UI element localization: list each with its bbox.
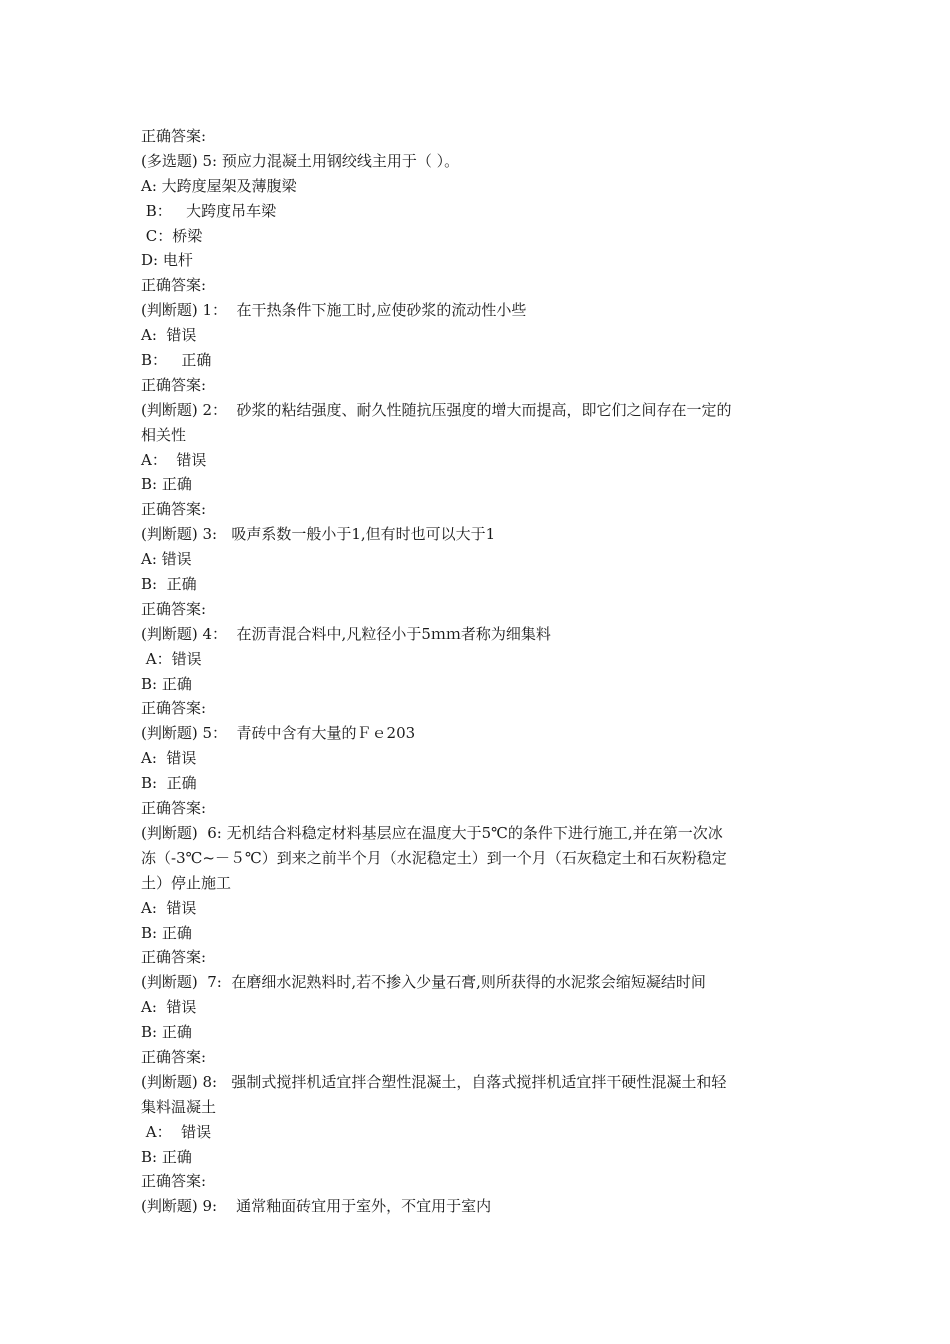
option-b: B: 正确 xyxy=(141,923,192,942)
question-judge-6-continued: 土）停止施工 xyxy=(141,873,232,892)
option-a: A: 错误 xyxy=(141,998,197,1017)
option-b: B: 正确 xyxy=(141,575,197,594)
question-judge-6: (判断题) 6: 无机结合料稳定材料基层应在温度大于5℃的条件下进行施工,并在第一次冰 xyxy=(141,823,723,842)
question-judge-2: (判断题) 2： 砂浆的粘结强度、耐久性随抗压强度的增大而提高，即它们之间存在一定的 xyxy=(141,400,732,419)
answer-label: 正确答案: xyxy=(141,1047,207,1066)
question-judge-8: (判断题) 8: 强制式搅拌机适宜拌合塑性混凝土，自落式搅拌机适宜拌干硬性混凝土和轻 xyxy=(141,1072,727,1091)
option-a: A： 错误 xyxy=(141,450,207,469)
answer-label: 正确答案: xyxy=(141,375,207,394)
question-judge-8-continued: 集料温凝土 xyxy=(141,1097,217,1116)
question-judge-9: (判断题) 9: 通常釉面砖宜用于室外，不宜用于室内 xyxy=(141,1197,492,1216)
question-multi-5: (多选题) 5: 预应力混凝土用钢绞线主用于（ ）。 xyxy=(141,151,460,170)
question-judge-7: (判断题) 7: 在磨细水泥熟料时,若不掺入少量石膏,则所获得的水泥浆会缩短凝结时间 xyxy=(141,973,706,992)
option-b: B: 正确 xyxy=(141,475,192,494)
option-d: D: 电杆 xyxy=(141,251,193,270)
option-a: A: 大跨度屋架及薄腹梁 xyxy=(141,176,297,195)
question-judge-6-continued: 冻（-3℃~－５℃）到来之前半个月（水泥稳定土）到一个月（石灰稳定土和石灰粉稳定 xyxy=(141,848,727,867)
answer-label: 正确答案: xyxy=(141,948,207,967)
option-b: B： 大跨度吊车梁 xyxy=(141,201,277,220)
option-a: A: 错误 xyxy=(141,326,197,345)
option-b: B： 正确 xyxy=(141,351,212,370)
answer-label: 正确答案: xyxy=(141,1172,207,1191)
option-c: C：桥梁 xyxy=(141,226,203,245)
answer-label: 正确答案: xyxy=(141,599,207,618)
option-a: A：错误 xyxy=(141,649,202,668)
option-a: A: 错误 xyxy=(141,550,192,569)
question-judge-5: (判断题) 5： 青砖中含有大量的Ｆｅ203 xyxy=(141,724,416,743)
answer-label: 正确答案: xyxy=(141,500,207,519)
answer-label: 正确答案: xyxy=(141,127,207,145)
option-a: A： 错误 xyxy=(141,1122,212,1141)
answer-label: 正确答案: xyxy=(141,699,207,718)
option-b: B: 正确 xyxy=(141,774,197,793)
question-judge-4: (判断题) 4： 在沥青混合料中,凡粒径小于5ｍｍ者称为细集料 xyxy=(141,624,551,643)
answer-label: 正确答案: xyxy=(141,799,207,818)
document-body xyxy=(141,124,813,1219)
question-judge-2-continued: 相关性 xyxy=(141,425,187,444)
option-b: B: 正确 xyxy=(141,674,192,693)
answer-label: 正确答案: xyxy=(141,276,207,295)
option-b: B: 正确 xyxy=(141,1147,192,1166)
option-a: A: 错误 xyxy=(141,749,197,768)
option-b: B: 正确 xyxy=(141,1023,192,1042)
question-judge-1: (判断题) 1： 在干热条件下施工时,应使砂浆的流动性小些 xyxy=(141,301,527,320)
option-a: A: 错误 xyxy=(141,898,197,917)
question-judge-3: (判断题) 3: 吸声系数一般小于1,但有时也可以大于1 xyxy=(141,525,496,544)
